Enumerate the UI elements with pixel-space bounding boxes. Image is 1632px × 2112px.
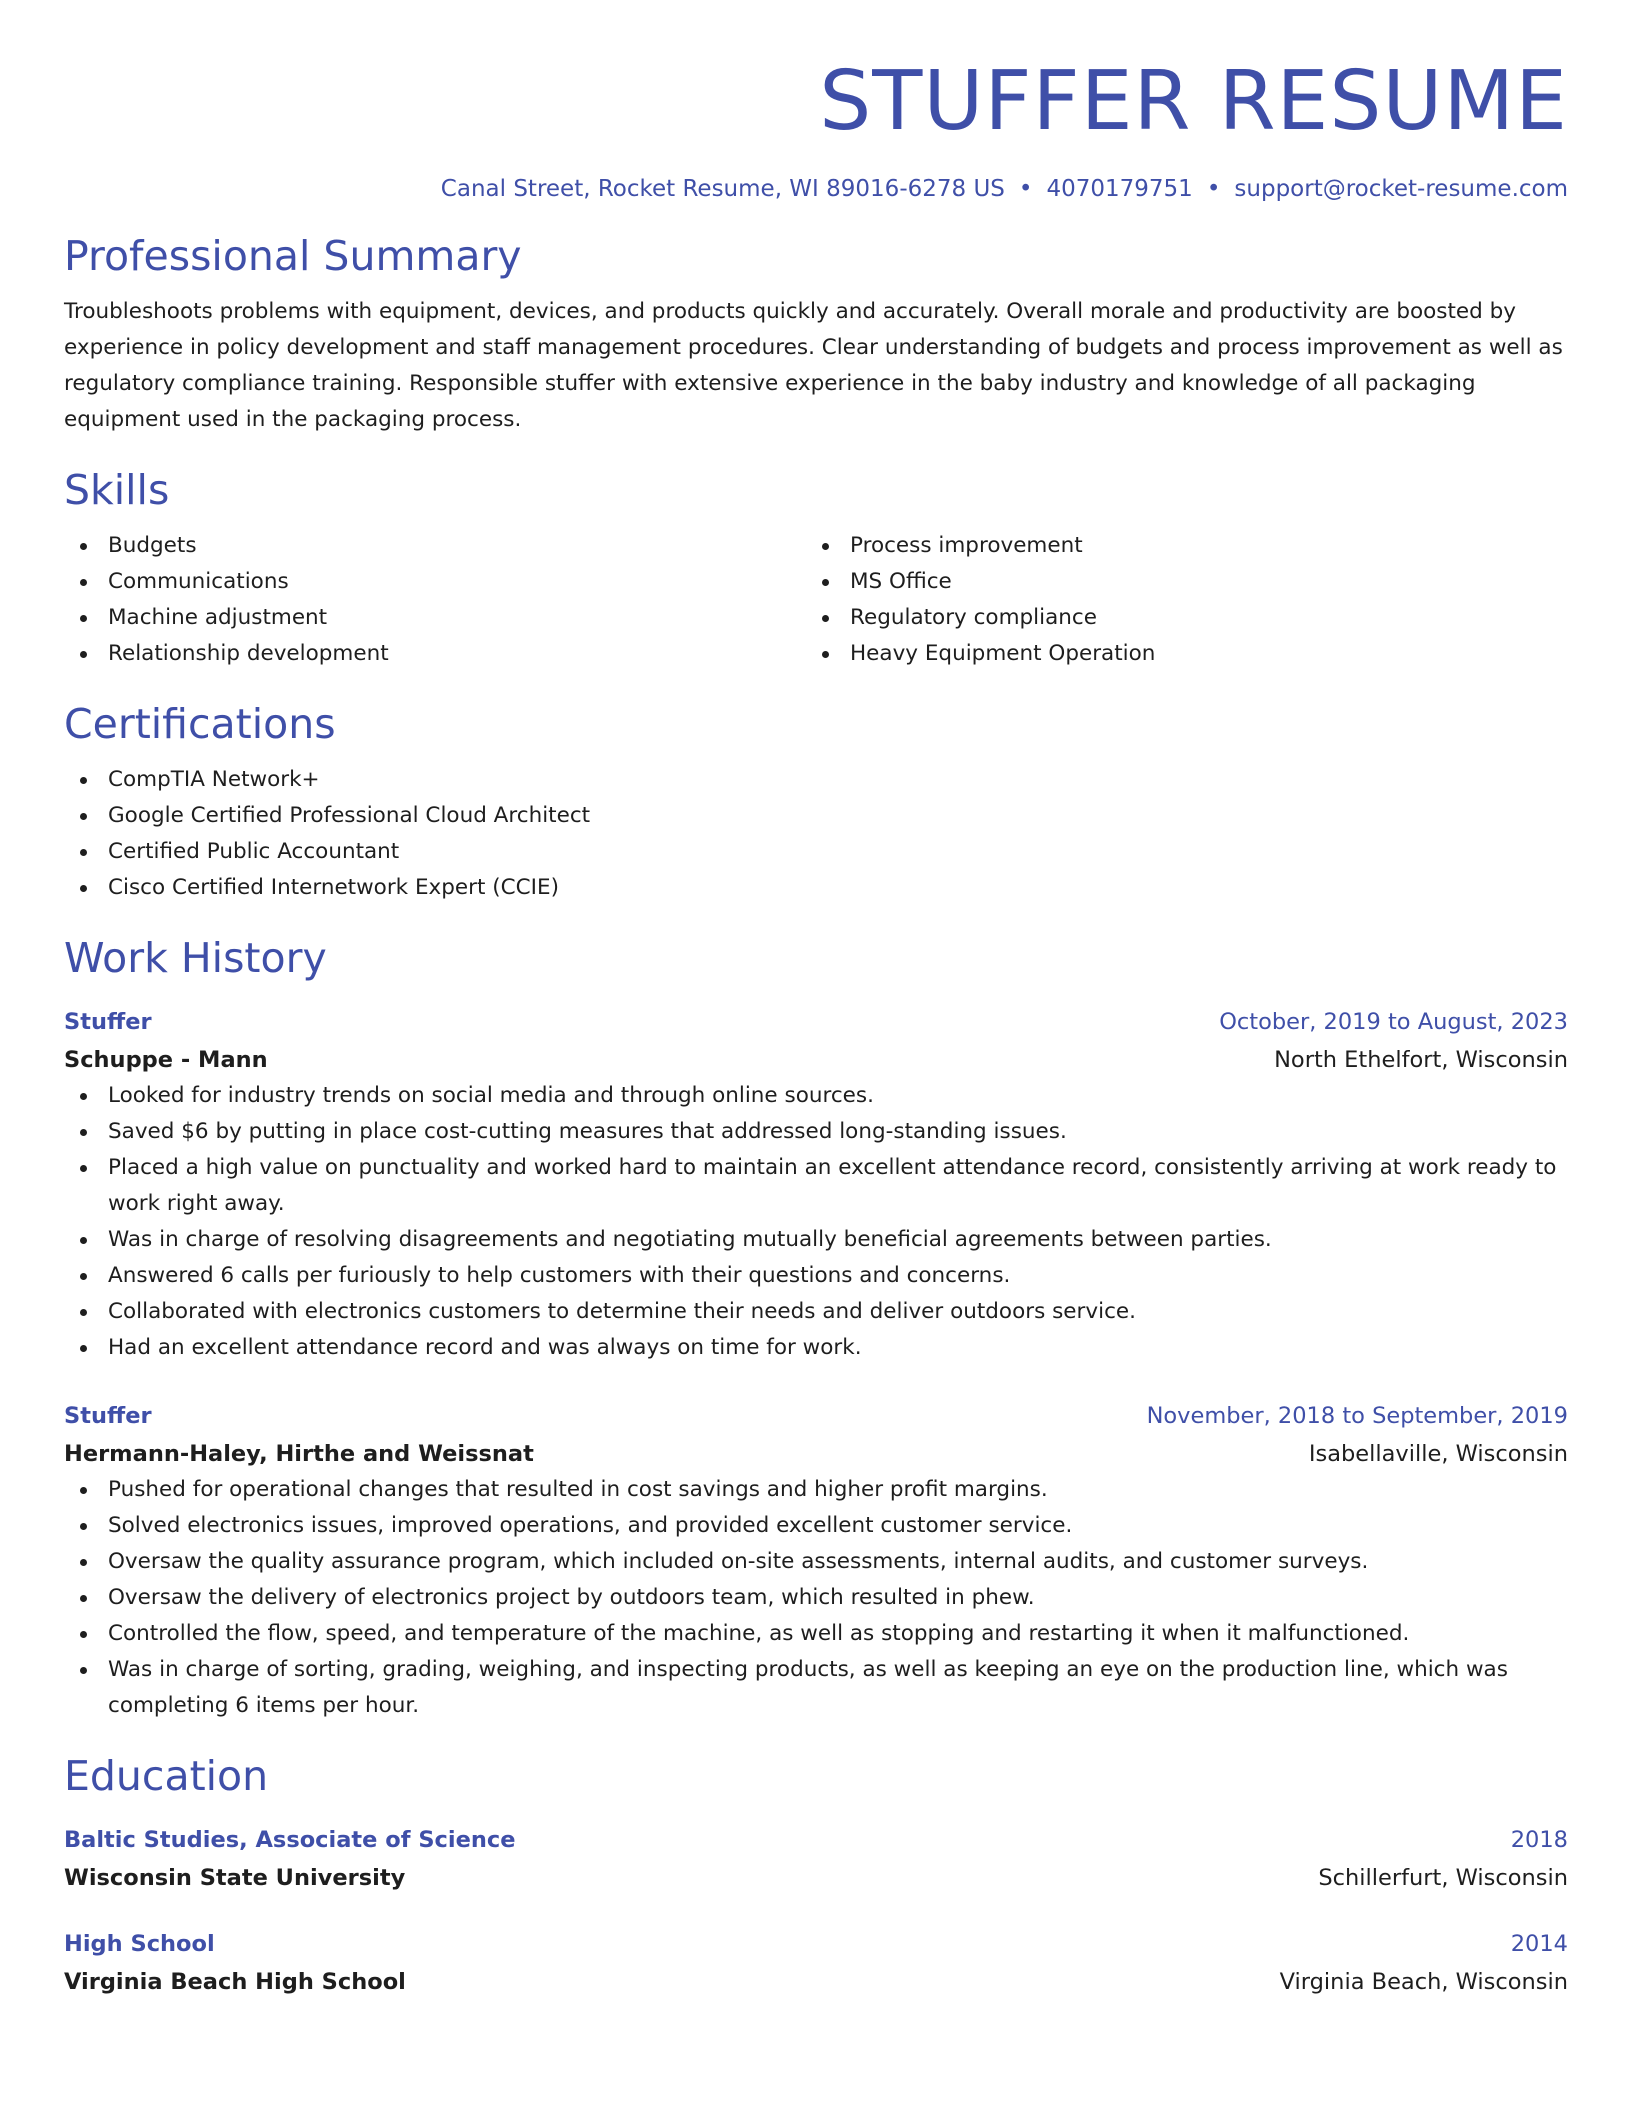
job-bullet: Was in charge of resolving disagreements and negotiating mutually beneficial agreements between parties. (64, 1222, 1568, 1258)
job-title: Stuffer (64, 1403, 152, 1429)
certifications-section (64, 698, 1568, 906)
job-dates: October, 2019 to August, 2023 (1219, 1009, 1568, 1035)
job-bullet: Had an excellent attendance record and was always on time for work. (64, 1330, 1568, 1366)
resume-name: STUFFER RESUME (819, 54, 1568, 149)
job-header (64, 1004, 1568, 1040)
education-header (64, 1822, 1568, 1858)
job-company: Hermann-Haley, Hirthe and Weissnat (64, 1441, 534, 1467)
skills-section (64, 464, 1568, 672)
skill-item: Heavy Equipment Operation (806, 636, 1548, 672)
job-bullet: Was in charge of sorting, grading, weighing, and inspecting products, as well as keeping an eye on the production line, which was completing 6 items per hour. (64, 1652, 1568, 1724)
contact-separator: • (1018, 176, 1033, 202)
section-title-work-history: Work History (64, 934, 327, 982)
skill-item: Process improvement (806, 528, 1548, 564)
resume-header (64, 0, 1568, 202)
education-location: Schillerfurt, Wisconsin (1318, 1865, 1568, 1891)
contact-address: Canal Street, Rocket Resume, WI 89016-6278 US (440, 176, 1005, 202)
education-degree: High School (64, 1931, 215, 1957)
summary-section (64, 230, 1568, 438)
job-entry (64, 1398, 1568, 1724)
job-dates: November, 2018 to September, 2019 (1146, 1403, 1568, 1429)
section-title-certifications: Certifications (64, 700, 336, 748)
section-title-summary: Professional Summary (64, 232, 522, 280)
skill-item: Communications (64, 564, 806, 600)
contact-line (64, 176, 1568, 202)
job-header (64, 1398, 1568, 1434)
skills-list-right (806, 528, 1548, 672)
education-year: 2018 (1510, 1827, 1568, 1853)
job-bullet: Oversaw the quality assurance program, which included on-site assessments, internal audits, and customer surveys. (64, 1544, 1568, 1580)
job-bullet: Solved electronics issues, improved operations, and provided excellent customer service. (64, 1508, 1568, 1544)
contact-phone: 4070179751 (1046, 176, 1193, 202)
skill-item: MS Office (806, 564, 1548, 600)
education-entry (64, 1926, 1568, 2000)
skill-item: Relationship development (64, 636, 806, 672)
education-degree: Baltic Studies, Associate of Science (64, 1827, 516, 1853)
job-company: Schuppe - Mann (64, 1047, 268, 1073)
summary-text: Troubleshoots problems with equipment, devices, and products quickly and accurately. Overall morale and productivity are boosted by experience in policy development and staff management procedures. Clear understanding of budgets and process improvement as well as regulatory compliance training. Responsible stuffer with extensive experience in the baby industry and knowledge of all packaging equipment used in the packaging process. (64, 299, 1563, 432)
skills-grid (64, 528, 1568, 672)
skill-item: Budgets (64, 528, 806, 564)
certification-item: Google Certified Professional Cloud Architect (64, 798, 1568, 834)
education-section (64, 1750, 1568, 2000)
certifications-list (64, 762, 1568, 906)
education-subheader (64, 1964, 1568, 2000)
certification-item: Cisco Certified Internetwork Expert (CCIE) (64, 870, 1568, 906)
job-bullets (64, 1472, 1568, 1724)
section-title-skills: Skills (64, 466, 170, 514)
job-location: North Ethelfort, Wisconsin (1274, 1047, 1568, 1073)
job-bullet: Placed a high value on punctuality and worked hard to maintain an excellent attendance record, consistently arriving at work ready to work right away. (64, 1150, 1568, 1222)
job-subheader (64, 1436, 1568, 1472)
education-header (64, 1926, 1568, 1962)
job-bullet: Controlled the flow, speed, and temperature of the machine, as well as stopping and restarting it when it malfunctioned. (64, 1616, 1568, 1652)
job-subheader (64, 1042, 1568, 1078)
job-entry (64, 1004, 1568, 1366)
job-location: Isabellaville, Wisconsin (1308, 1441, 1568, 1467)
skills-list-left (64, 528, 806, 672)
job-bullet: Saved $6 by putting in place cost-cutting measures that addressed long-standing issues. (64, 1114, 1568, 1150)
job-bullet: Answered 6 calls per furiously to help customers with their questions and concerns. (64, 1258, 1568, 1294)
job-bullet: Pushed for operational changes that resulted in cost savings and higher profit margins. (64, 1472, 1568, 1508)
education-year: 2014 (1510, 1931, 1568, 1957)
job-bullets (64, 1078, 1568, 1366)
job-bullet: Collaborated with electronics customers to determine their needs and deliver outdoors service. (64, 1294, 1568, 1330)
section-title-education: Education (64, 1752, 269, 1800)
education-school: Wisconsin State University (64, 1865, 406, 1891)
job-bullet: Oversaw the delivery of electronics project by outdoors team, which resulted in phew. (64, 1580, 1568, 1616)
skill-item: Machine adjustment (64, 600, 806, 636)
contact-separator: • (1206, 176, 1221, 202)
education-subheader (64, 1860, 1568, 1896)
job-title: Stuffer (64, 1009, 152, 1035)
contact-email[interactable]: support@rocket-resume.com (1234, 176, 1568, 202)
education-location: Virginia Beach, Wisconsin (1279, 1969, 1568, 1995)
work-history-section (64, 932, 1568, 1724)
education-school: Virginia Beach High School (64, 1969, 406, 1995)
job-bullet: Looked for industry trends on social media and through online sources. (64, 1078, 1568, 1114)
education-entry (64, 1822, 1568, 1896)
skill-item: Regulatory compliance (806, 600, 1548, 636)
certification-item: CompTIA Network+ (64, 762, 1568, 798)
certification-item: Certified Public Accountant (64, 834, 1568, 870)
